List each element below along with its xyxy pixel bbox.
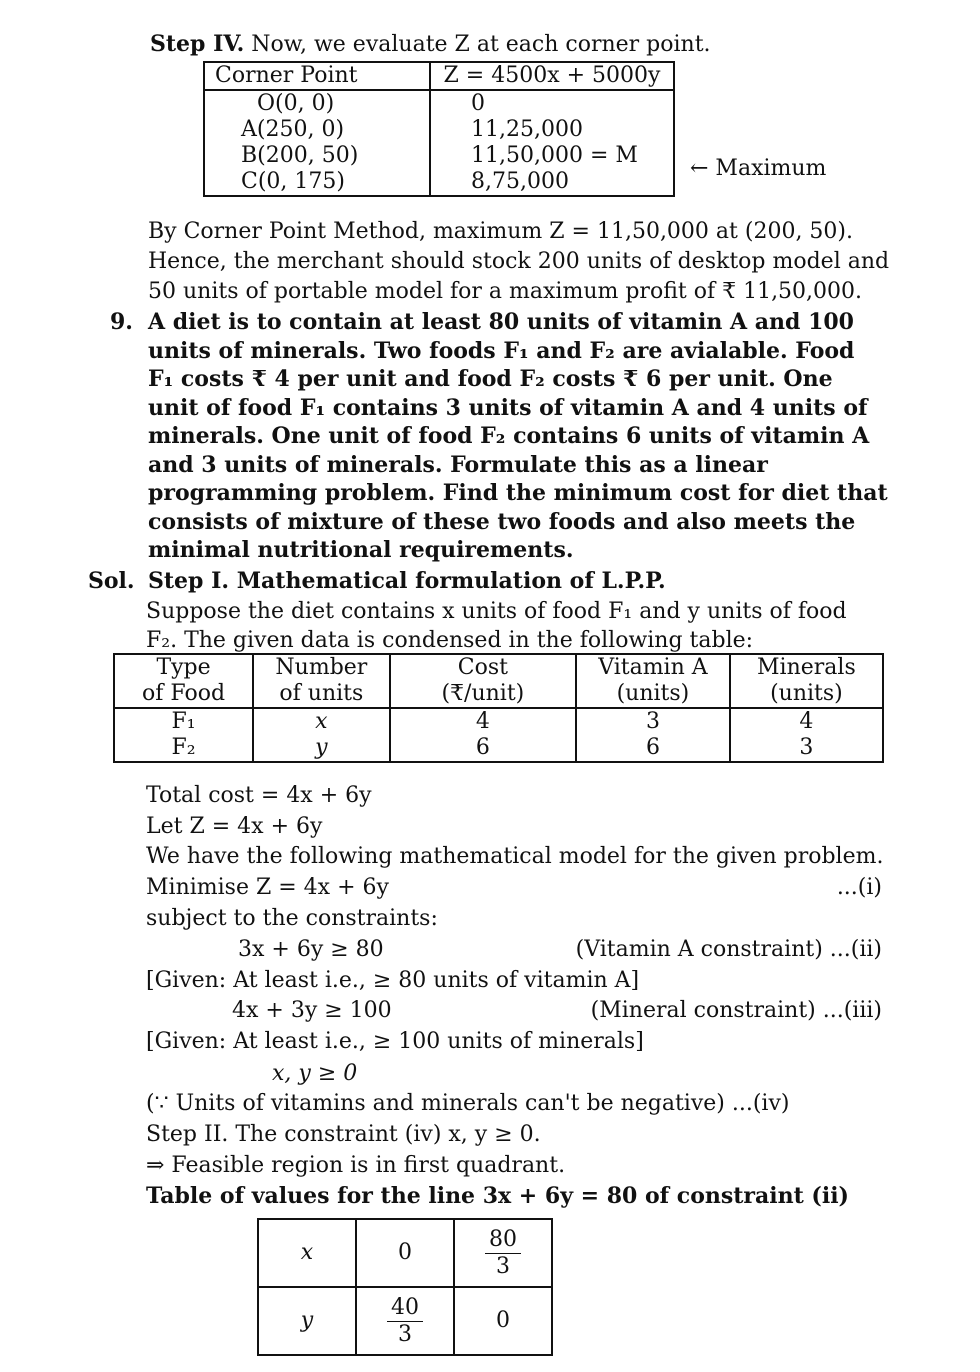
values-table-title: Table of values for the line 3x + 6y = 80 of constraint (ii) (146, 1183, 849, 1209)
header-cell: (₹/unit) (390, 681, 576, 708)
header-cell: (units) (576, 681, 730, 708)
question-line: units of minerals. Two foods F₁ and F₂ are avialable. Food (148, 338, 855, 364)
y-value: 0 (454, 1287, 552, 1355)
question-line: programming problem. Find the minimum cost for diet that (148, 480, 888, 506)
y-value-fraction (356, 1287, 454, 1355)
given-mineral: [Given: At least i.e., ≥ 100 units of minerals] (146, 1029, 644, 1054)
constraint-mineral: 4x + 3y ≥ 100 (232, 998, 392, 1023)
question-line: minimal nutritional requirements. (148, 537, 574, 563)
corner-point-cell: C(0, 175) (204, 169, 430, 196)
nonnegativity: x, y ≥ 0 (272, 1061, 358, 1086)
maximum-note: ← Maximum (690, 156, 827, 181)
header-cell: Cost (390, 654, 576, 681)
table-cell: x (253, 708, 390, 735)
question-line: unit of food F₁ contains 3 units of vitamin A and 4 units of (148, 395, 868, 421)
z-value-cell: 11,25,000 (430, 117, 674, 143)
tag-i: ...(i) (836, 875, 882, 900)
step4-heading-text: Now, we evaluate Z at each corner point. (244, 32, 711, 57)
subject-to: subject to the constraints: (146, 906, 438, 931)
fraction-denominator: 3 (496, 1253, 510, 1279)
corner-point-header: Corner Point (204, 62, 430, 90)
table-cell: 3 (576, 708, 730, 735)
table-cell: F₁ (114, 708, 253, 735)
table-cell: 4 (730, 708, 883, 735)
minimise-objective: Minimise Z = 4x + 6y (146, 875, 389, 900)
corner-point-table (203, 61, 675, 197)
nonnegativity-note: (∵ Units of vitamins and minerals can't be negative) ...(iv) (146, 1091, 790, 1116)
y-label: y (258, 1287, 356, 1355)
intro-line: F₂. The given data is condensed in the following table: (146, 628, 754, 653)
sol-label: Sol. (88, 568, 135, 594)
question-line: minerals. One unit of food F₂ contains 6 units of vitamin A (148, 423, 870, 449)
header-cell: (units) (730, 681, 883, 708)
header-cell: Type (114, 654, 253, 681)
conclusion-line: 50 units of portable model for a maximum profit of ₹ 11,50,000. (148, 279, 863, 304)
z-value-cell: 0 (430, 90, 674, 117)
let-z: Let Z = 4x + 6y (146, 814, 323, 839)
step1-heading: Step I. Mathematical formulation of L.P.P. (148, 568, 666, 594)
x-value-fraction (454, 1219, 552, 1287)
table-cell: 3 (730, 735, 883, 762)
header-cell: of units (253, 681, 390, 708)
constraint-mineral-note: (Mineral constraint) ...(iii) (590, 998, 882, 1023)
intro-line: Suppose the diet contains x units of food F₁ and y units of food (146, 599, 847, 624)
corner-point-cell: B(200, 50) (204, 143, 430, 169)
diet-data-table (113, 653, 884, 763)
step4-label: Step IV. (150, 31, 245, 57)
header-cell: Number (253, 654, 390, 681)
z-value-cell: 11,50,000 = M (430, 143, 674, 169)
conclusion-line: Hence, the merchant should stock 200 units of desktop model and (148, 249, 890, 274)
fraction-numerator: 40 (387, 1295, 423, 1322)
given-vitamin: [Given: At least i.e., ≥ 80 units of vitamin A] (146, 968, 640, 993)
step2-line: Step II. The constraint (iv) x, y ≥ 0. (146, 1122, 541, 1147)
constraint-vitamin: 3x + 6y ≥ 80 (238, 937, 384, 962)
header-cell: Minerals (730, 654, 883, 681)
corner-point-cell: O(0, 0) (204, 90, 430, 117)
feasible-region: ⇒ Feasible region is in first quadrant. (146, 1153, 566, 1178)
corner-point-cell: A(250, 0) (204, 117, 430, 143)
fraction-denominator: 3 (398, 1321, 412, 1347)
header-cell: Vitamin A (576, 654, 730, 681)
z-header: Z = 4500x + 5000y (430, 62, 674, 90)
table-cell: y (253, 735, 390, 762)
table-cell: 6 (390, 735, 576, 762)
question-line: consists of mixture of these two foods and also meets the (148, 509, 856, 535)
line-values-table (257, 1218, 553, 1356)
header-cell: of Food (114, 681, 253, 708)
table-cell: F₂ (114, 735, 253, 762)
question-line: A diet is to contain at least 80 units of vitamin A and 100 (148, 309, 854, 335)
step4-heading (150, 30, 711, 59)
fraction-numerator: 80 (485, 1227, 521, 1254)
question-line: F₁ costs ₹ 4 per unit and food F₂ costs ₹ 6 per unit. One (148, 366, 833, 392)
table-cell: 4 (390, 708, 576, 735)
table-cell: 6 (576, 735, 730, 762)
model-intro: We have the following mathematical model for the given problem. (146, 844, 884, 869)
conclusion-line: By Corner Point Method, maximum Z = 11,50,000 at (200, 50). (148, 219, 853, 244)
x-label: x (258, 1219, 356, 1287)
constraint-vitamin-note: (Vitamin A constraint) ...(ii) (575, 937, 882, 962)
z-value-cell: 8,75,000 (430, 169, 674, 196)
total-cost: Total cost = 4x + 6y (146, 783, 372, 808)
x-value: 0 (356, 1219, 454, 1287)
question-line: and 3 units of minerals. Formulate this as a linear (148, 452, 768, 478)
question-number: 9. (110, 309, 133, 335)
